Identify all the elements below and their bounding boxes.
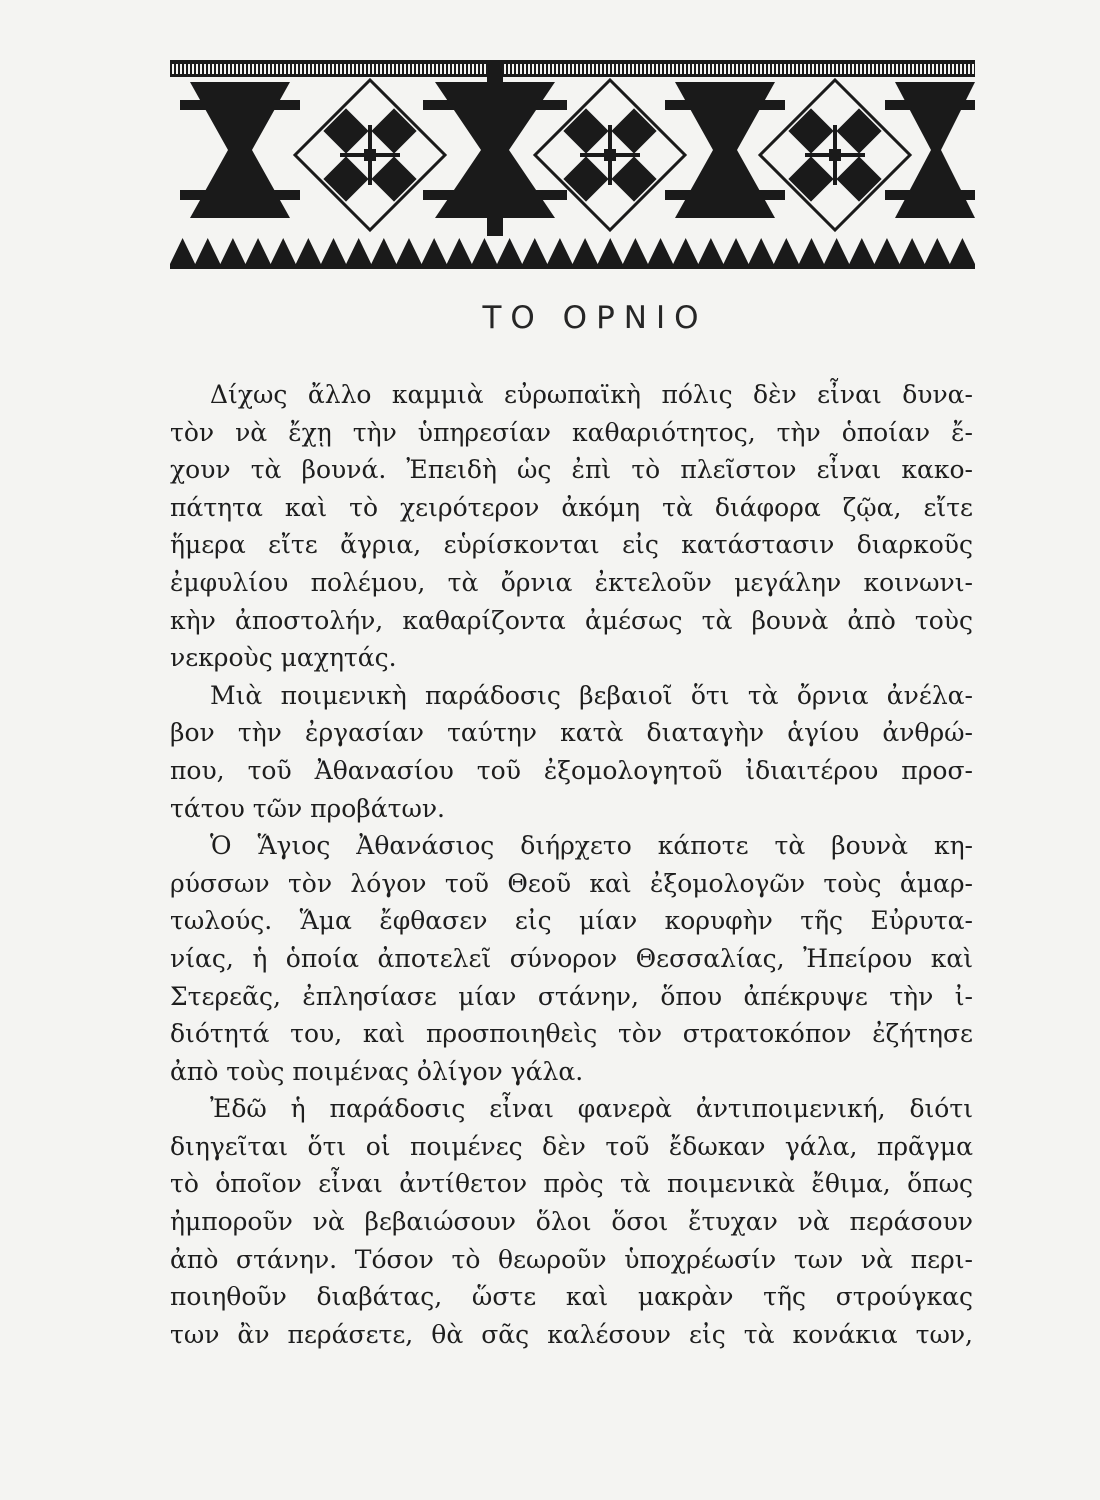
ornament-triangle	[774, 238, 799, 264]
ornament-triangle	[371, 238, 396, 264]
text-line: νίας, ἡ ὁποία ἀποτελεῖ σύνορον Θεσσαλίας, Ἠπείρου καὶ	[170, 943, 973, 973]
ornament-triangle	[623, 238, 648, 264]
text-line: τάτου τῶν προβάτων.	[170, 793, 445, 823]
text-line: ἐμφυλίου πολέμου, τὰ ὄρνια ἐκτελοῦν μεγάλην κοινωνι-	[170, 567, 973, 597]
ornament-triangle	[925, 238, 950, 264]
ornament-triangle	[220, 238, 245, 264]
text-line: ἀπὸ τοὺς ποιμένας ὀλίγον γάλα.	[170, 1056, 584, 1086]
text-line: διότητά του, καὶ προσποιηθεὶς τὸν στρατοκόπον ἐζήτησε	[170, 1019, 973, 1049]
text-line: Δίχως ἄλλο καμμιὰ εὐρωπαϊκὴ πόλις δὲν εἶναι δυνα-	[210, 380, 973, 409]
ornament-triangle	[422, 238, 447, 264]
ornament-triangle	[296, 238, 321, 264]
ornament-triangle	[950, 238, 975, 264]
chapter-title: ΤΟ ΟΡΝΙΟ	[482, 300, 708, 336]
ornament-triangle	[849, 238, 874, 264]
ornament-triangle	[598, 238, 623, 264]
embroidery-ornament-header	[170, 60, 975, 270]
text-line: ἠμποροῦν νὰ βεβαιώσουν ὅλοι ὅσοι ἔτυχαν νὰ περάσουν	[170, 1207, 973, 1237]
text-line: Ἐδῶ ἡ παράδοσις εἶναι φανερὰ ἀντιποιμενική, διότι	[210, 1094, 973, 1124]
ornament-triangle	[900, 238, 925, 264]
text-line: που, τοῦ Ἀθανασίου τοῦ ἐξομολογητοῦ ἰδιαιτέρου προσ-	[170, 755, 973, 785]
text-line: Ὁ Ἅγιος Ἀθανάσιος διήρχετο κάποτε τὰ βουνὰ κη-	[210, 831, 973, 861]
text-line: των ἂν περάσετε, θὰ σᾶς καλέσουν εἰς τὰ κονάκια των,	[170, 1319, 973, 1349]
ornament-triangle	[447, 238, 472, 264]
text-line: ρύσσων τὸν λόγον τοῦ Θεοῦ καὶ ἐξομολογῶν τοὺς ἁμαρ-	[170, 868, 973, 898]
text-line: νεκροὺς μαχητάς.	[170, 643, 397, 673]
ornament-triangle	[245, 238, 270, 264]
ornament-triangle	[824, 238, 849, 264]
paragraph	[170, 1090, 973, 1353]
ornament-triangle	[396, 238, 421, 264]
ornament-triangle	[874, 238, 899, 264]
text-line: πάτητα καὶ τὸ χειρότερον ἀκόμη τὰ διάφορα ζῷα, εἴτε	[170, 492, 973, 522]
ornament-triangle	[723, 238, 748, 264]
ornament-triangle	[698, 238, 723, 264]
ornament-triangle	[749, 238, 774, 264]
ornament-triangle	[648, 238, 673, 264]
paragraph	[170, 376, 973, 677]
text-line: ἥμερα εἴτε ἄγρια, εὑρίσκονται εἰς κατάστασιν διαρκοῦς	[170, 530, 973, 560]
text-line: ποιηθοῦν διαβάτας, ὥστε καὶ μακρὰν τῆς στρούγκας	[170, 1282, 973, 1312]
ornament-triangle	[573, 238, 598, 264]
ornament-triangle	[799, 238, 824, 264]
ornament-triangle	[547, 238, 572, 264]
ornament-triangle	[497, 238, 522, 264]
ornament-triangle	[472, 238, 497, 264]
text-line: κὴν ἀποστολήν, καθαρίζοντα ἀμέσως τὰ βουνὰ ἀπὸ τοὺς	[170, 605, 973, 635]
text-line: βον τὴν ἐργασίαν ταύτην κατὰ διαταγὴν ἁγίου ἀνθρώ-	[170, 718, 973, 748]
text-line: τωλούς. Ἅμα ἔφθασεν εἰς μίαν κορυφὴν τῆς Εὐρυτα-	[170, 906, 973, 936]
ornament-triangle	[271, 238, 296, 264]
text-line: Μιὰ ποιμενικὴ παράδοσις βεβαιοῖ ὅτι τὰ ὄρνια ἀνέλα-	[210, 680, 973, 710]
ornament-triangle	[346, 238, 371, 264]
ornament-triangle	[673, 238, 698, 264]
text-line: Στερεᾶς, ἐπλησίασε μίαν στάνην, ὅπου ἀπέκρυψε τὴν ἰ-	[170, 981, 973, 1011]
text-line: διηγεῖται ὅτι οἱ ποιμένες δὲν τοῦ ἔδωκαν γάλα, πρᾶγμα	[170, 1131, 973, 1161]
ornament-triangle	[170, 238, 195, 264]
paragraph	[170, 677, 973, 827]
text-line: τὸ ὁποῖον εἶναι ἀντίθετον πρὸς τὰ ποιμενικὰ ἔθιμα, ὅπως	[170, 1169, 973, 1199]
text-line: τὸν νὰ ἔχῃ τὴν ὑπηρεσίαν καθαριότητος, τὴν ὁποίαν ἔ-	[170, 417, 973, 447]
text-line: χουν τὰ βουνά. Ἐπειδὴ ὡς ἐπὶ τὸ πλεῖστον εἶναι κακο-	[170, 455, 973, 485]
ornament-triangle	[522, 238, 547, 264]
text-line: ἀπὸ στάνην. Τόσον τὸ θεωροῦν ὑποχρέωσίν των νὰ περι-	[170, 1244, 973, 1274]
ornament-triangle	[195, 238, 220, 264]
paragraph	[170, 827, 973, 1090]
ornament-triangle	[321, 238, 346, 264]
body-text	[170, 376, 973, 1353]
